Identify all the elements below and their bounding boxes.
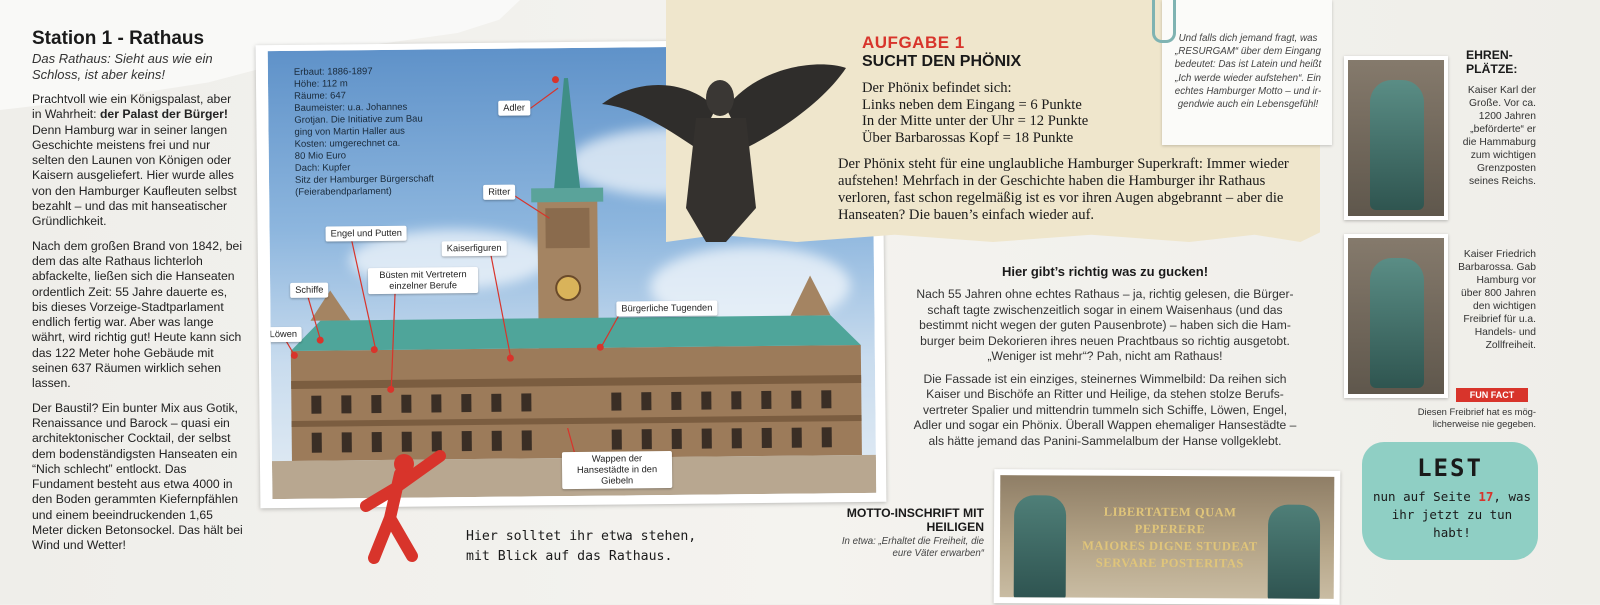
pin-adler — [552, 76, 559, 83]
task-points: Der Phönix befindet sich: Links neben dem Eingang = 6 Punkte In der Mitte unter der Uhr = 12 Punkte Über Barbarossas Kopf = 18 Punkte — [862, 80, 1089, 146]
facts-box: Erbaut: 1886-1897 Höhe: 112 m Räume: 647 Baumeister: u.a. Johannes Grotjan. Die Initiative zum Bau ging von Martin Haller aus Kosten: umgerechnet ca. 80 Mio Euro Dach: Kupfer Sitz der Hamburger Bürgerschaft (Feierabendparlament) — [293, 66, 434, 198]
pin — [597, 344, 604, 351]
karl-photo — [1344, 56, 1448, 220]
body-paragraph-2: Nach dem großen Brand von 1842, bei dem das alte Rathaus lichterloh abfackelte, ließen sich die Hanseaten ordentlich Zeit: 55 Jahre dauerte es, bis dieses Vorzeige-Stadtparlament endlich fertig war. Aber was lange währt, wird richtig gut! Heute kann sich das 122 Meter hohe Gebäude mit seinen 637 Räumen wirklich sehen lassen. — [32, 238, 243, 391]
label-buesten: Büsten mit Vertretern einzelner Berufe — [368, 267, 478, 294]
page-number: 17 — [1478, 489, 1494, 504]
motto-inscription: LIBERTATEM QUAM PEPERERE MAIORES DIGNE STUDEAT SERVARE POSTERITAS — [1082, 504, 1258, 571]
statue-barbarossa — [1370, 258, 1424, 388]
lest-title: LEST — [1417, 454, 1483, 482]
label-tugenden: Bürgerliche Tugenden — [616, 300, 717, 316]
pin — [291, 352, 298, 359]
task-title: AUFGABE 1 — [862, 33, 965, 52]
fun-fact-badge: FUN FACT — [1456, 388, 1528, 402]
station-subtitle: Das Rathaus: Sieht aus wie ein Schloss, ist aber keins! — [32, 51, 213, 82]
task-subtitle: SUCHT DEN PHÖNIX — [862, 53, 1022, 70]
barbarossa-text: Kaiser Friedrich Barbarossa. Gab Hamburg vor über 800 Jahren den wichtigen Freibrief für u.a. Handels- und Zollfreiheit. — [1458, 249, 1536, 351]
honor-places-heading: EHREN-PLÄTZE: — [1466, 48, 1518, 76]
label-adler: Adler — [498, 100, 530, 115]
station-body — [32, 92, 244, 563]
fun-fact-text: Diesen Freibrief hat es möglicherweise nie gegeben. — [1417, 406, 1536, 429]
phoenix-icon — [596, 58, 850, 242]
saint-statue — [1268, 505, 1321, 599]
standing-figure-icon — [360, 448, 480, 568]
pin — [507, 355, 514, 362]
barbarossa-photo — [1344, 234, 1448, 398]
lest-instruction: nun auf Seite 17, was ihr jetzt zu tun habt! — [1372, 489, 1532, 540]
pin — [317, 337, 324, 344]
handwritten-note: Hier solltet ihr etwa stehen, mit Blick auf das Rathaus. — [466, 529, 697, 564]
statue-karl — [1370, 80, 1424, 210]
saint-statue — [1014, 495, 1067, 599]
label-kaiserfiguren: Kaiserfiguren — [442, 241, 507, 257]
motto-photo — [994, 469, 1341, 605]
label-wappen: Wappen der Hansestädte in den Giebeln — [562, 451, 672, 489]
label-loewen: Löwen — [268, 327, 302, 342]
karl-text: Kaiser Karl der Große. Vor ca. 1200 Jahren „beförderte“ er die Hammaburg zum wichtigen Grenzposten seines Reichs. — [1462, 85, 1536, 187]
body-paragraph-1: Prachtvoll wie ein Königspalast, aber in Wahrheit: der Palast der Bürger! Denn Hamburg war in seiner langen Geschichte meistens frei und nur selten den Launen von Königen oder Kaisern ausgeliefert. Hier wurde alles von den Hamburger Kaufleuten selbst bezahlt – und das mit hanseatischer Gründlichkeit. — [32, 92, 237, 229]
station-title: Station 1 - Rathaus — [32, 28, 205, 49]
section-heading: Hier gibt’s richtig was zu gucken! — [1001, 264, 1209, 279]
section-text: Nach 55 Jahren ohne echtes Rathaus – ja, richtig gelesen, die Bürgerschaft tagte zwischenzeitlich sogar in einem Waisenhaus (und das bestimmt nicht wegen der guten Pausenbrote) – haben sich die Hamburger beim Dekorieren ihres neuen Prachtbaus so richtig ausgetobt. „Weniger ist mehr“? Pah, nicht am Rathaus! Die Fassade ist ein einziges, steinernes Wimmelbild: Da reihen sich Kaiser und Bischöfe an Ritter und Heilige, da stehen stolze Berufsvertreter Spalier und mittendrin tummeln sich Schiffe, Löwen, Engel, Adler und sogar ein Phönix. Überall Wappen ehemaliger Hansestädte – als hätte jemand das Panini-Sammelalbum der Hanse vollgeklebt. — [913, 287, 1297, 448]
memo-text: Und falls dich jemand fragt, was „RESURGAM“ über dem Eingang bedeutet: Das ist Latein und heißt „Ich werde wieder aufstehen“. Ein echtes Hamburger Motto – und irgendwie auch ein Lebensgefühl! — [1174, 33, 1322, 111]
pin — [371, 346, 378, 353]
task-text: Der Phönix steht für eine unglaubliche Hamburger Superkraft: Immer wieder aufstehen! Mehrfach in der Geschichte haben die Hamburger ihr Rathaus verloren, fast schon regelmäßig ist es vor ihren Augen abgebrannt – aber die Hanseaten? Die bauen’s einfach wieder auf. — [838, 156, 1289, 223]
label-schiffe: Schiffe — [290, 283, 328, 298]
motto-translation: In etwa: „Erhaltet die Freiheit, die eure Väter erwarben“ — [841, 536, 984, 559]
bold-phrase: der Palast der Bürger! — [99, 107, 228, 122]
motto-heading: MOTTO-INSCHRIFT MIT HEILIGEN — [846, 506, 984, 534]
pin — [387, 386, 394, 393]
label-ritter: Ritter — [483, 185, 515, 200]
body-paragraph-3: Der Baustil? Ein bunter Mix aus Gotik, Renaissance und Barock – quasi ein architektonischer Cocktail, der selbst dem bodenständigsten Hanseaten ein “Nich schlecht” entlockt. Das Fundament besteht aus etwa 4000 in den Boden gerammten Kiefernpfählen und einem beeindruckenden 1,65 Meter dicken Betonsockel. Das hält bei Wind und Wetter! — [32, 400, 243, 553]
label-engel: Engel und Putten — [326, 226, 407, 242]
